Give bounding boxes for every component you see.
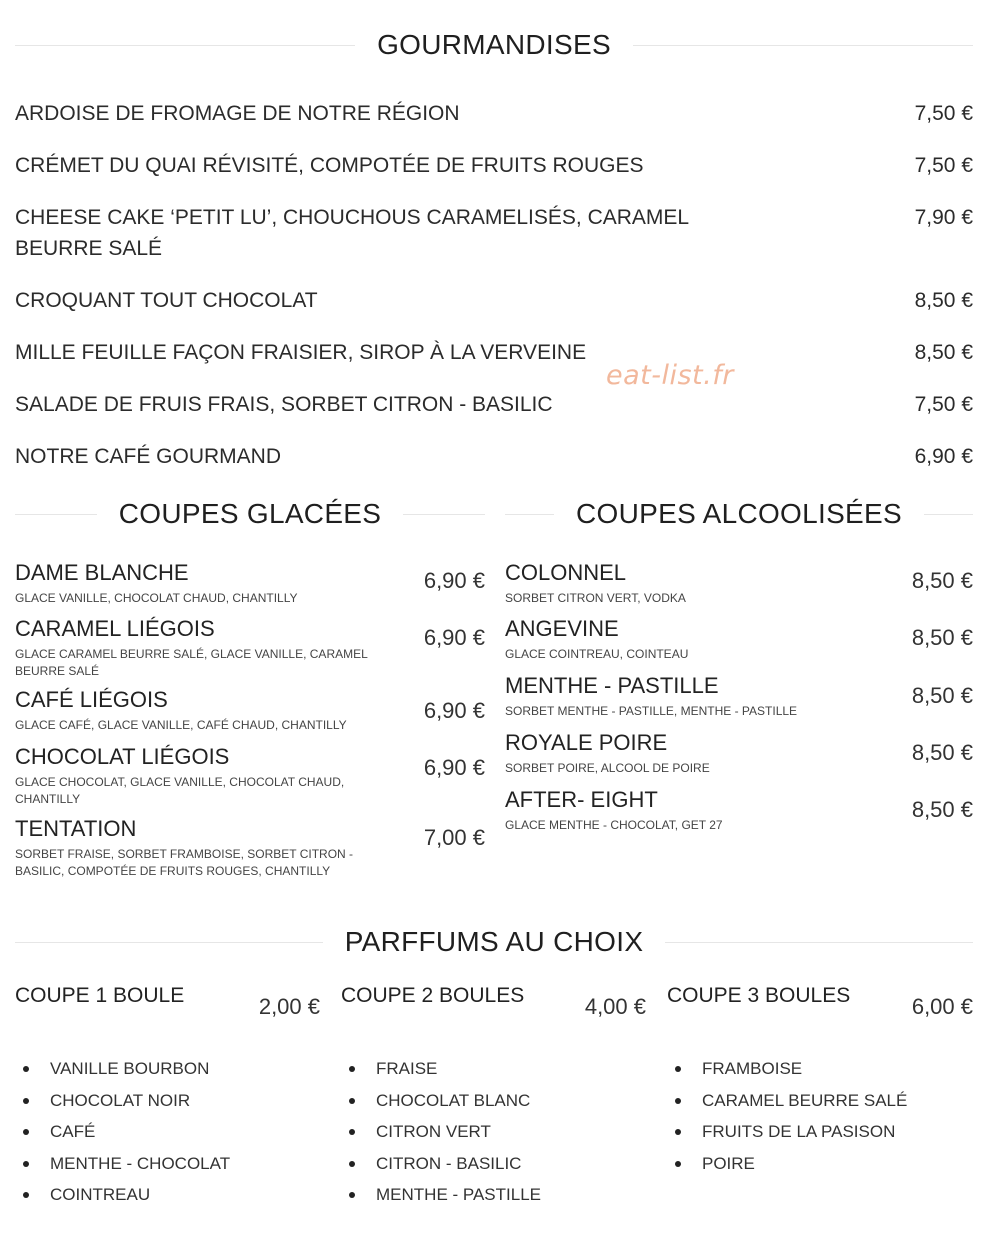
item-price: 7,50 € (914, 393, 973, 416)
item-name: COLONNEL (505, 560, 627, 585)
item-name: CARAMEL LIÉGOIS (15, 616, 215, 641)
divider-line (15, 45, 355, 46)
heading-coupes-alcoolisees (505, 494, 973, 534)
item-price: 6,90 € (423, 698, 485, 723)
item-name: AFTER- EIGHT (505, 787, 658, 812)
list-item: CITRON - BASILIC (341, 1150, 541, 1182)
item-name: DAME BLANCHE (15, 560, 189, 585)
list-item: POIRE (667, 1150, 907, 1182)
item-name: CRÉMET DU QUAI RÉVISITÉ, COMPOTÉE DE FRUITS ROUGES (15, 154, 644, 177)
item-price: 8,50 € (911, 625, 973, 650)
item-price: 8,50 € (911, 797, 973, 822)
item-description: GLACE COINTREAU, COINTEAU (505, 647, 689, 661)
item-description: SORBET POIRE, ALCOOL DE POIRE (505, 761, 710, 775)
divider-line (633, 45, 973, 46)
item-description: GLACE CHOCOLAT, GLACE VANILLE, CHOCOLAT CHAUD, CHANTILLY (15, 775, 345, 806)
heading-parfums (15, 922, 973, 962)
list-item: CHOCOLAT BLANC (341, 1087, 541, 1119)
item-name: CHEESE CAKE ‘PETIT LU’, CHOUCHOUS CARAMELISÉS, CARAMEL BEURRE SALÉ (15, 206, 689, 260)
divider-line (924, 514, 973, 515)
item-price: 6,90 € (914, 445, 973, 468)
divider-line (15, 942, 323, 943)
cup-name: COUPE 2 BOULES (341, 984, 525, 1007)
list-item: CAFÉ (15, 1118, 230, 1150)
list-item: FRAISE (341, 1055, 541, 1087)
item-price: 7,50 € (914, 154, 973, 177)
list-item: CITRON VERT (341, 1118, 541, 1150)
list-item: CARAMEL BEURRE SALÉ (667, 1087, 907, 1119)
item-price: 6,90 € (423, 568, 485, 593)
item-name: ROYALE POIRE (505, 730, 668, 755)
item-description: GLACE CARAMEL BEURRE SALÉ, GLACE VANILLE, CARAMEL BEURRE SALÉ (15, 647, 368, 678)
item-description: SORBET MENTHE - PASTILLE, MENTHE - PASTILLE (505, 704, 798, 718)
cup-price: 6,00 € (911, 994, 973, 1019)
cup-name: COUPE 1 BOULE (15, 984, 185, 1007)
list-item: COINTREAU (15, 1181, 230, 1213)
list-item: FRUITS DE LA PASISON (667, 1118, 907, 1150)
flavor-list (341, 1055, 541, 1213)
item-name: ARDOISE DE FROMAGE DE NOTRE RÉGION (15, 102, 460, 125)
item-name: CHOCOLAT LIÉGOIS (15, 744, 230, 769)
divider-line (15, 514, 97, 515)
item-price: 8,50 € (914, 289, 973, 312)
item-name: MILLE FEUILLE FAÇON FRAISIER, SIROP À LA VERVEINE (15, 341, 587, 364)
list-item: CHOCOLAT NOIR (15, 1087, 230, 1119)
flavor-list (667, 1055, 907, 1181)
watermark-logo: eat-list.fr (606, 360, 734, 391)
divider-line (505, 514, 554, 515)
item-name: CROQUANT TOUT CHOCOLAT (15, 289, 318, 312)
item-name: NOTRE CAFÉ GOURMAND (15, 445, 282, 468)
item-name: TENTATION (15, 816, 137, 841)
item-price: 8,50 € (914, 341, 973, 364)
item-price: 8,50 € (911, 740, 973, 765)
list-item: MENTHE - CHOCOLAT (15, 1150, 230, 1182)
section-title: COUPES ALCOOLISÉES (576, 498, 902, 529)
item-price: 7,00 € (423, 825, 485, 850)
heading-coupes-glacees (15, 494, 485, 534)
list-item: VANILLE BOURBON (15, 1055, 230, 1087)
item-name: MENTHE - PASTILLE (505, 673, 719, 698)
divider-line (665, 942, 973, 943)
flavor-list (15, 1055, 230, 1213)
item-price: 8,50 € (911, 568, 973, 593)
item-name: SALADE DE FRUIS FRAIS, SORBET CITRON - BASILIC (15, 393, 553, 416)
cup-price: 4,00 € (584, 994, 646, 1019)
item-description: GLACE VANILLE, CHOCOLAT CHAUD, CHANTILLY (15, 591, 298, 605)
section-title: PARFFUMS AU CHOIX (344, 926, 644, 957)
item-price: 6,90 € (423, 625, 485, 650)
item-description: GLACE MENTHE - CHOCOLAT, GET 27 (505, 818, 723, 832)
item-price: 6,90 € (423, 755, 485, 780)
item-price: 7,50 € (914, 102, 973, 125)
section-title: COUPES GLACÉES (118, 498, 382, 529)
cup-name: COUPE 3 BOULES (667, 984, 851, 1007)
divider-line (403, 514, 485, 515)
item-description: GLACE CAFÉ, GLACE VANILLE, CAFÉ CHAUD, CHANTILLY (15, 718, 347, 732)
list-item: MENTHE - PASTILLE (341, 1181, 541, 1213)
section-title: GOURMANDISES (377, 29, 611, 60)
heading-gourmandises (15, 25, 973, 65)
cup-price: 2,00 € (258, 994, 320, 1019)
list-item: FRAMBOISE (667, 1055, 907, 1087)
item-price: 7,90 € (914, 206, 973, 229)
item-price: 8,50 € (911, 683, 973, 708)
item-description: SORBET CITRON VERT, VODKA (505, 591, 686, 605)
item-description: SORBET FRAISE, SORBET FRAMBOISE, SORBET CITRON - BASILIC, COMPOTÉE DE FRUITS ROUGES, CHANTILLY (15, 847, 354, 878)
item-name: CAFÉ LIÉGOIS (15, 687, 168, 712)
item-name: ANGEVINE (505, 616, 619, 641)
